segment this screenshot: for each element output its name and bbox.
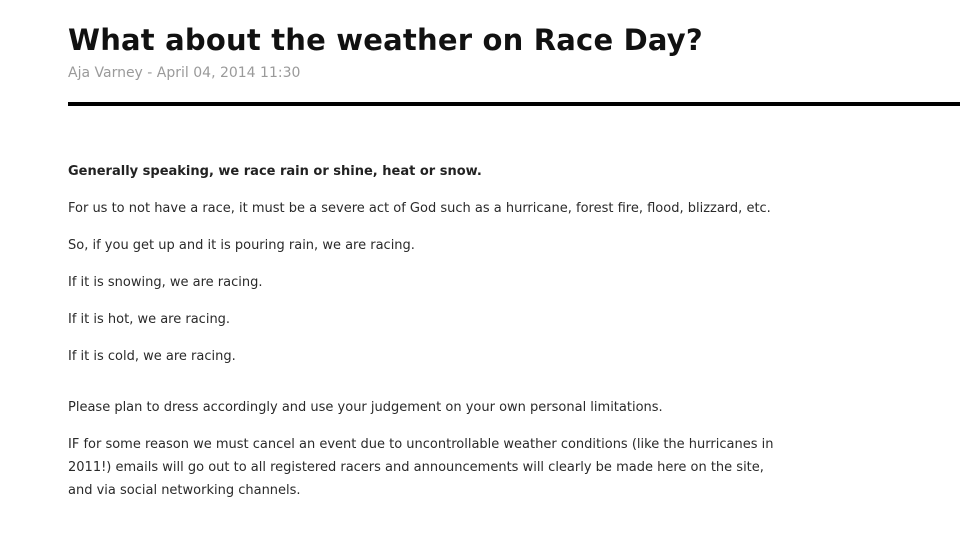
title-divider [68, 102, 960, 106]
body-paragraph: If it is hot, we are racing. [68, 312, 231, 327]
paragraph-spacer [68, 382, 788, 396]
body-paragraph: So, if you get up and it is pouring rain, we are racing. [68, 238, 415, 253]
body-paragraph: Please plan to dress accordingly and use your judgement on your own personal limitations. [68, 400, 663, 415]
body-paragraph: If it is snowing, we are racing. [68, 275, 263, 290]
article-byline: Aja Varney - April 04, 2014 11:30 [68, 65, 301, 81]
lead-paragraph: Generally speaking, we race rain or shine, heat or snow. [68, 164, 482, 179]
body-paragraph: IF for some reason we must cancel an event due to uncontrollable weather conditions (like the hurricanes in 2011!) emails will go out to all registered racers and announcements will clearly be made here on the site, and via social networking channels. [68, 437, 774, 498]
article-body [68, 160, 788, 516]
body-paragraph: For us to not have a race, it must be a severe act of God such as a hurricane, forest fire, flood, blizzard, etc. [68, 201, 771, 216]
article-title: What about the weather on Race Day? [68, 23, 703, 57]
body-paragraph: If it is cold, we are racing. [68, 349, 236, 364]
